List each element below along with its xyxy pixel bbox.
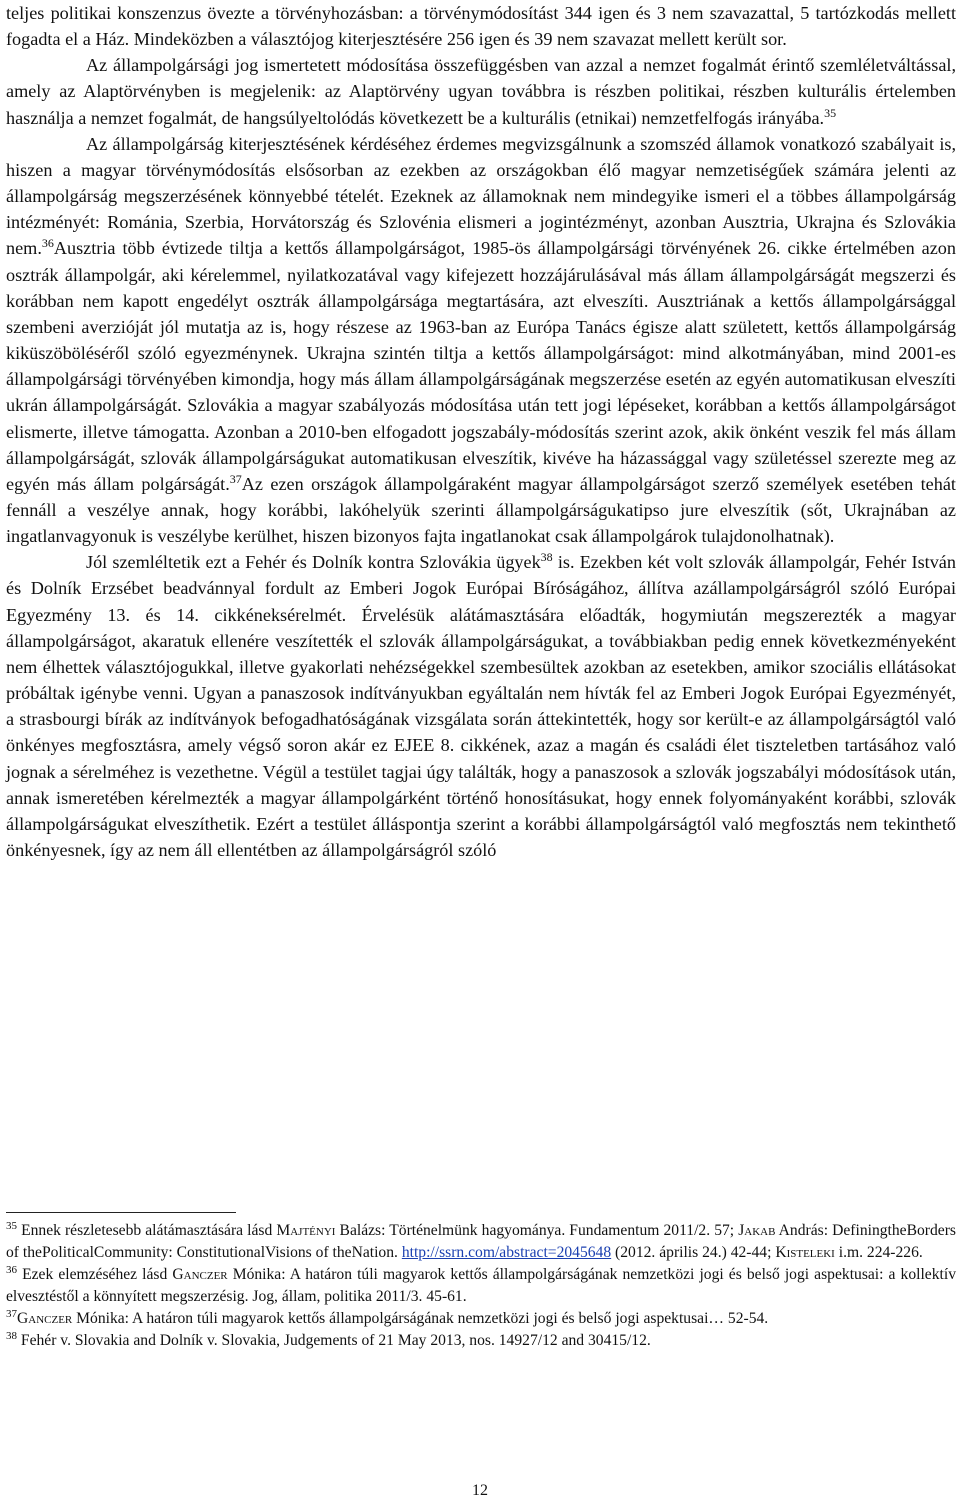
ssrn-link[interactable]: http://ssrn.com/abstract=2045648 [401, 1244, 612, 1261]
paragraph-text: is. Ezekben két volt szlovák állampolgár, Fehér István és Dolník Erzsébet beadvánnyal fordult az Emberi Jogok Európai Bíróságához, állítva azállampolgárságról szóló Európai Egyezmény 13. és 14. cikkéneksérelmét. Érvelésük alátámasztására előadták, hogymiután megszerezték a magyar állampolgárságot, akaratuk ellenére veszítették el szlovák állampolgárságukat, a továbbiakban pedig ennek következményeként nem élhettek választójogukkal, illetve gyakorlati nehézségekkel szembesültek azokban az esetekben, amikor szociális ellátásokat próbáltak igénybe venni. Ugyan a panaszosok indítványukban egyáltalán nem hívták fel az Emberi Jogok Európai Egyezményét, a strasbourgi bírák az indítványok befogadhatóságának vizsgálata során áttekintették, hogy sor került-e az állampolgárságtól való önkényes megfosztásra, amely végső soron akár ez EJEE 8. cikkének, azaz a magán és családi élet tiszteletben tartásához való jognak a sérelméhez is vezethetne. Végül a testület tagjai úgy találták, hogy a panaszosok a szlovák jogszabályi módosítások után, annak ismeretében kérelmezték a magyar állampolgárként történő honosításukat, hogy ennek folyományaként korábbi, szlovák állampolgárságukat elveszíthetik. Ezért a testület álláspontja szerint a korábbi állampolgárságtól való megfosztás nem tekinthető önkényesnek, így az nem áll ellentétben az állampolgárságról szóló [6, 552, 956, 860]
footnote-text: Mónika: A határon túli magyarok kettős állampolgárságának nemzetközi jogi és belső jogi aspektusai: a kollektív elvesztéstől a könnyített megszerzésig. Jog, állam, politika 2011/3. 45-61. [6, 1266, 956, 1305]
page-number: 12 [472, 1482, 488, 1499]
footnote-ref-35[interactable]: 35 [824, 105, 837, 120]
footnote-author: Kisteleki [775, 1244, 835, 1261]
paragraph-text: teljes politikai konszenzus övezte a törvényhozásban: a törvénymódosítást 344 igen és 3 nem szavazattal, 5 tartózkodás mellett fogadta el a Ház. Mindeközben a választójog kiterjesztésére 256 igen és 39 nem szavazat mellett került sor. [6, 3, 956, 50]
paragraph-4 [6, 549, 956, 863]
paragraph-text: Jól szemléltetik ezt a Fehér és Dolník kontra Szlovákia ügyek [86, 552, 541, 573]
footnote-text: i.m. 224-226. [834, 1244, 923, 1261]
footnote-ref-38[interactable]: 38 [540, 550, 553, 565]
footnote-text: Ezek elemzéséhez lásd [17, 1266, 173, 1283]
footnote-number: 37 [6, 1307, 17, 1320]
footnote-author: Jakab [738, 1222, 776, 1239]
footnote-text: (2012. április 24.) 42-44; [611, 1244, 776, 1261]
footnote-author: Ganczer [17, 1310, 73, 1327]
footnote-ref-37[interactable]: 37 [229, 471, 242, 486]
footnote-text: Fehér v. Slovakia and Dolník v. Slovakia, Judgements of 21 May 2013, nos. 14927/12 and 30415/12. [17, 1332, 651, 1349]
footnote-37 [6, 1308, 956, 1330]
footnotes [6, 1220, 956, 1352]
paragraph-text: Ausztria több évtizede tiltja a kettős állampolgárságot, 1985-ös állampolgársági törvényének 26. cikke értelmében azon osztrák állampolgár, aki kérelemmel, nyilatkozatával vagy kifejezett hozzájárulásával más állam állampolgárságát megszerzi és korábban nem kapott engedélyt osztrák állampolgársága megtartására, azt elveszíti. Ausztriának a kettős állampolgársággal szembeni averzióját jól mutatja az is, hogy részese az 1963-ban az Európa Tanács égisze alatt született, kettős állampolgárság kiküszöböléséről szóló egyezménynek. Ukrajna szintén tiltja a kettős állampolgárságot: mind alkotmányában, mind 2001-es állampolgársági törvényében kimondja, hogy más állam állampolgárságának megszerzése esetén az egyén automatikusan elveszíti ukrán állampolgárságát. Szlovákia a magyar szabályozás módosítása után tett jogi lépéseket, korábban a kettős állampolgárságot elismerte, illetve támogatta. Azonban a 2010-ben elfogadott jogszabály-módosítás szerint azok, akik önként veszik fel más állam állampolgárságát, szlovák állampolgárságukat automatikusan elveszítik, kivéve ha házassággal vagy születéssel szerezte meg az egyén más állam polgárságát. [6, 238, 956, 494]
footnote-number: 36 [6, 1263, 17, 1276]
paragraph-text: Az állampolgársági jog ismertetett módosítása összefüggésben van azzal a nemzet fogalmát érintő szemléletváltással, amely az Alaptörvényben is megjelenik: az Alaptörvény ugyan továbbra is részben politikai, részben kulturális értelemben használja a nemzet fogalmát, de hangsúlyeltolódás következett be a kulturális (etnikai) nemzetfelfogás irányába. [6, 55, 956, 128]
footnote-text: Mónika: A határon túli magyarok kettős állampolgárságának nemzetközi jogi és belső jogi aspektusai… 52-54. [72, 1310, 769, 1327]
footnote-author: Majtényi [276, 1222, 336, 1239]
paragraph-1 [6, 0, 956, 52]
footnote-text: Balázs: Történelmünk hagyománya. Fundamentum 2011/2. 57; [335, 1222, 739, 1239]
footnote-36 [6, 1264, 956, 1308]
footnote-number: 35 [6, 1219, 17, 1232]
body-text [6, 0, 956, 863]
footnote-text: Ennek részletesebb alátámasztására lásd [17, 1222, 277, 1239]
footnote-35 [6, 1220, 956, 1264]
paragraph-3 [6, 131, 956, 550]
footnote-number: 38 [6, 1329, 17, 1342]
footnote-ref-36[interactable]: 36 [41, 236, 54, 251]
paragraph-text: Az ezen országok állampolgáraként magyar állampolgárságot szerző személyek esetében tehát fennáll a veszélye annak, hogy korábbi, lakóhelyük szerinti állampolgárságukatipso jure elveszítik (sőt, Ukrajnában az ingatlanvagyonuk is veszélybe kerülhet, hiszen bizonyos fajta ingatlanokat csak állampolgárok tulajdonolhatnak). [6, 473, 956, 547]
paragraph-2 [6, 52, 956, 130]
paragraph-text: Az állampolgárság kiterjesztésének kérdéséhez érdemes megvizsgálnunk a szomszéd államok vonatkozó szabályait is, hiszen a magyar törvénymódosítás elsősorban az ezekben az országokban élő magyar nemzetiségűek számára jelenti az állampolgárság megszerzésének könnyebbé tételét. Ezeknek az államoknak nem mindegyike ismeri el a többes állampolgárság intézményét: Románia, Szerbia, Horvátország és Szlovénia elismeri a jogintézményt, azonban Ausztria, Ukrajna és Szlovákia nem. [6, 133, 956, 259]
footnote-author: Ganczer [172, 1266, 228, 1283]
footnote-separator [6, 1212, 236, 1213]
footnote-38 [6, 1330, 956, 1352]
footnote-text: András: DefiningtheBorders of thePoliticalCommunity: ConstitutionalVisions of theNation. [6, 1222, 956, 1261]
